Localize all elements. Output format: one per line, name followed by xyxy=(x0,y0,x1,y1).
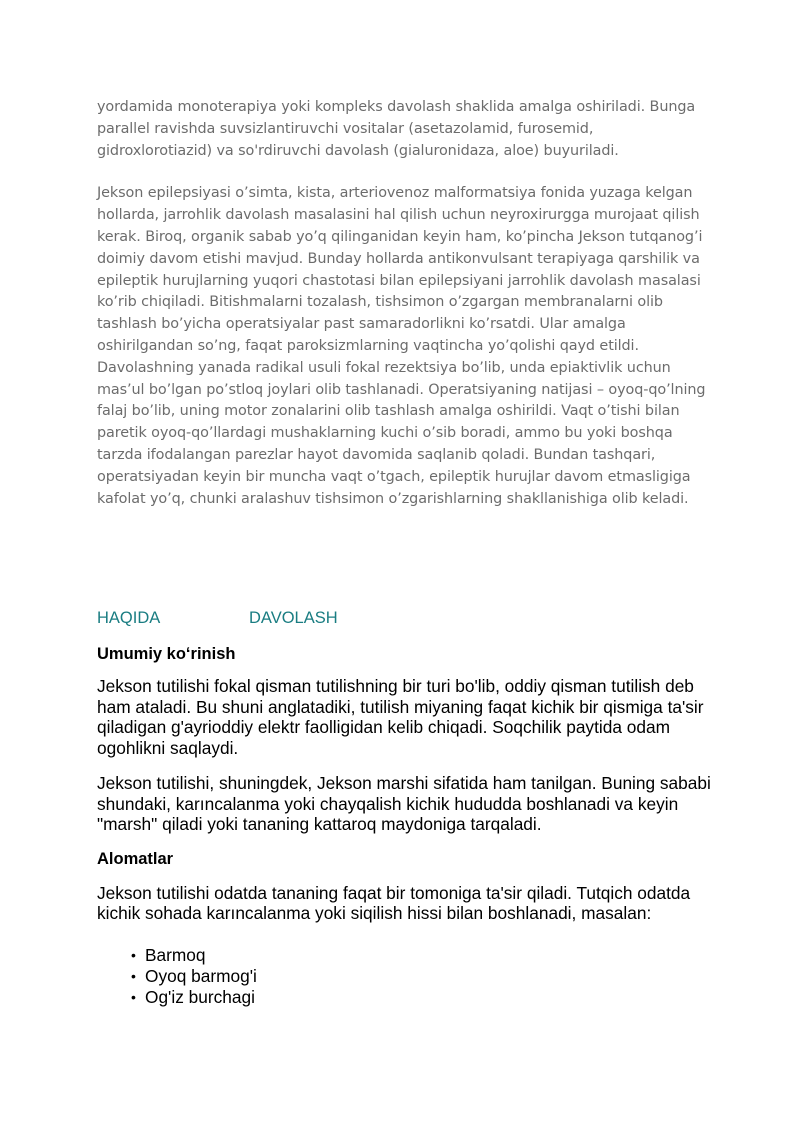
symptoms-paragraph: Jekson tutilishi odatda tananing faqat bir tomoniga ta'sir qiladi. Tutqich odatda kichik sohada karıncalanma yoki siqilish hissi bilan boshlanadi, masalan: xyxy=(97,882,691,923)
symptoms-heading: Alomatlar xyxy=(97,849,174,868)
bullet-icon: • xyxy=(131,989,136,1006)
tab-davolash[interactable]: DAVOLASH xyxy=(249,609,338,627)
list-item xyxy=(131,945,717,966)
list-item-text: Oyoq barmog'i xyxy=(145,965,257,986)
overview-paragraph-2: Jekson tutilishi, shuningdek, Jekson marshi sifatida ham tanilgan. Buning sababi shundaki, karıncalanma yoki chayqalish kichik hududda boshlanadi va keyin "marsh" qiladi yoki tananing kattaroq maydoniga tarqaladi. xyxy=(97,773,711,834)
overview-heading: Umumiy koʻrinish xyxy=(97,645,236,663)
list-item-text: Barmoq xyxy=(145,944,206,965)
tab-haqida[interactable]: HAQIDA xyxy=(97,609,161,627)
list-item xyxy=(131,966,717,987)
bullet-icon: • xyxy=(131,967,136,984)
list-item xyxy=(131,987,717,1008)
article-content xyxy=(97,644,717,1008)
treatment-paragraph-1: yordamida monoterapiya yoki kompleks davolash shaklida amalga oshiriladi. Bunga parallel ravishda suvsizlantiruvchi vositalar (asetazolamid, furosemid, gidroxlorotiazid) va so'rdiruvchi davolash (gialuronidaza, aloe) buyuriladi. xyxy=(97,99,696,159)
treatment-text-section xyxy=(97,97,707,510)
treatment-paragraph-2: Jekson epilepsiyasi o’simta, kista, arteriovenoz malformatsiya fonida yuzaga kelgan hollarda, jarrohlik davolash masalasini hal qilish uchun neyroxirurgga murojaat qilish kerak. Biroq, organik sabab yo’q qilinganidan keyin ham, ko’pincha Jekson tutqanog’i doimiy davom etishi mavjud. Bunday hollarda antikonvulsant terapiyaga qarshilik va epileptik hurujlarning yuqori chastotasi bilan epilepsiyani jarrohlik davolash masalasi ko’rib chiqiladi. Bitishmalarni tozalash, tishsimon o’zgargan membranalarni olib tashlash bo’yicha operatsiyalar past samaradorlikni ko’rsatdi. Ular amalga oshirilgandan so’ng, faqat paroksizmlarning vaqtincha yo’qolishi qayd etildi. Davolashning yanada radikal usuli fokal rezektsiya bo’lib, unda epiaktivlik uchun mas’ul bo’lgan po’stloq joylari olib tashlanadi. Operatsiyaning natijasi – oyoq-qo’lning falaj bo’lib, uning motor zonalarini olib tashlash amalga oshirildi. Vaqt o’tishi bilan paretik oyoq-qo’llardagi mushaklarning kuchi o’sib boradi, ammo bu yoki boshqa tarzda ifodalangan parezlar hayot davomida saqlanib qoladi. Bundan tashqari, operatsiyadan keyin bir muncha vaqt o’tgach, epileptik hurujlar davom etmasligiga kafolat yo’q, chunki aralashuv tishsimon o’zgarishlarning shakllanishiga olib keladi. xyxy=(97,185,706,507)
symptoms-list xyxy=(97,945,717,1009)
bullet-icon: • xyxy=(131,946,136,963)
overview-paragraph-1: Jekson tutilishi fokal qisman tutilishning bir turi bo'lib, oddiy qisman tutilish deb ham ataladi. Bu shuni anglatadiki, tutilish miyaning faqat kichik bir qismiga ta'sir qiladigan g'ayrioddiy elektr faolligidan kelib chiqadi. Soqchilik paytida odam ogohlikni saqlaydi. xyxy=(97,676,704,758)
list-item-text: Og'iz burchagi xyxy=(145,987,255,1008)
